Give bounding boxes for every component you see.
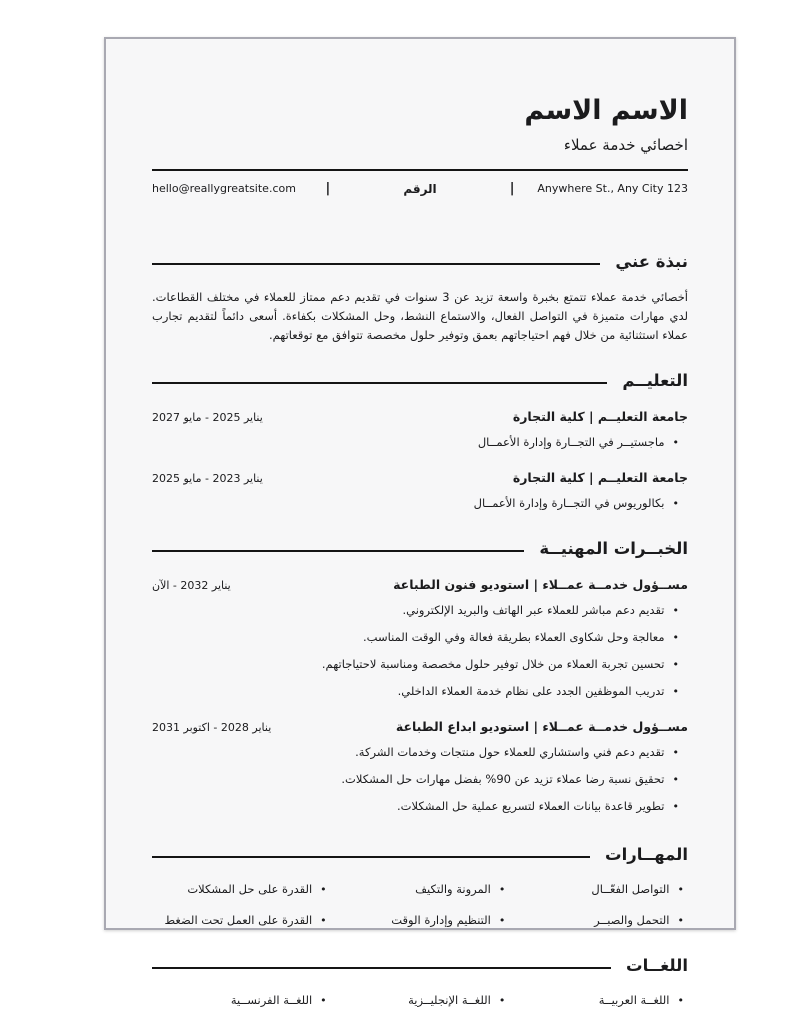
section-rule <box>152 550 524 552</box>
section-rule <box>152 856 590 858</box>
bullet-icon: • <box>498 993 506 1007</box>
bullet-icon: • <box>320 882 327 896</box>
section-languages-title: اللغــات <box>626 955 688 975</box>
name-title: الاسم الاسم <box>524 95 688 126</box>
experience-job-dates: يناير 2032 - الآن <box>152 579 231 593</box>
bullet-icon: • <box>672 604 679 618</box>
skill-item <box>152 912 331 929</box>
languages-grid <box>152 992 688 1009</box>
skill-label: التواصل الفعّــال <box>591 881 670 896</box>
skill-item <box>331 881 510 898</box>
section-languages-header <box>152 956 688 975</box>
bullet-icon: • <box>677 913 684 927</box>
bullet-icon: • <box>672 745 679 759</box>
education-entry-header <box>152 409 688 424</box>
experience-bullet-item <box>152 683 688 700</box>
education-entry <box>152 470 688 512</box>
job-role-subtitle: اخصائي خدمة عملاء <box>563 136 688 155</box>
language-label: اللغــة العربيــة <box>598 992 670 1007</box>
section-rule <box>152 263 600 265</box>
experience-job <box>152 577 688 700</box>
bullet-icon: • <box>677 993 684 1007</box>
bullet-icon: • <box>672 631 679 645</box>
education-degree: ماجستيــر في التجــارة وإدارة الأعمــال <box>477 435 665 450</box>
bullet-icon: • <box>677 882 684 896</box>
bullet-icon: • <box>672 799 679 813</box>
bullet-icon: • <box>672 684 679 698</box>
experience-bullet-text: تطوير قاعدة بيانات العملاء لتسريع عملية حل المشكلات. <box>397 798 665 813</box>
about-paragraph: أخصائي خدمة عملاء تتمتع بخبرة واسعة تزيد عن 3 سنوات في تقديم دعم ممتاز للعملاء في مختلف القطاعات. لدي مهارات متميزة في التواصل الفعال، والاستماع النشط، وحل المشكلات بكفاءة. أسعى دائماً لتقديم تجارب عملاء استثنائية من خلال فهم احتياجاتهم بعمق وتوفير حلول مخصصة تتوافق مع توقعاتهم. <box>152 290 688 342</box>
resume-page <box>104 37 736 1007</box>
bullet-icon: • <box>672 436 679 450</box>
bullet-icon: • <box>498 882 506 896</box>
section-education-title: التعليــم <box>622 371 688 391</box>
education-institution: جامعة التعليــم | كلية التجارة <box>512 470 688 486</box>
header-divider <box>152 169 688 171</box>
education-degree: بكالوريوس في التجــارة وإدارة الأعمــال <box>473 496 665 511</box>
education-entry-header <box>152 470 688 485</box>
section-rule <box>152 967 611 969</box>
bullet-icon: • <box>320 913 327 927</box>
experience-job-title: مســؤول خدمــة عمــلاء | استوديو فنون الطباعة <box>393 577 688 593</box>
section-rule <box>152 382 607 384</box>
skill-item <box>509 881 688 898</box>
contact-phone-label: الرقم <box>403 181 437 196</box>
section-education-header <box>152 371 688 390</box>
experience-bullet-item <box>152 744 688 761</box>
skill-label: التحمل والصبــر <box>594 912 670 927</box>
skill-item <box>509 912 688 929</box>
bullet-icon: • <box>672 772 679 786</box>
experience-job-header <box>152 719 688 734</box>
education-entry <box>152 409 688 451</box>
experience-bullet-text: تقديم دعم مباشر للعملاء عبر الهاتف والبريد الإلكتروني. <box>402 603 665 618</box>
resume-header <box>152 95 688 196</box>
skill-label: القدرة على حل المشكلات <box>187 881 313 896</box>
language-item <box>509 992 688 1009</box>
skill-label: القدرة على العمل تحت الضغط <box>164 912 313 927</box>
section-languages <box>152 956 688 1009</box>
language-item <box>152 992 331 1009</box>
experience-bullet-item <box>152 629 688 646</box>
contact-email: hello@reallygreatsite.com <box>152 182 296 196</box>
skills-grid <box>152 881 688 929</box>
experience-bullet-item <box>152 771 688 788</box>
experience-bullet-text: معالجة وحل شكاوى العملاء بطريقة فعالة وفي الوقت المناسب. <box>363 630 665 645</box>
experience-job-header <box>152 577 688 592</box>
section-experience <box>152 539 688 815</box>
education-dates: يناير 2025 - مايو 2027 <box>152 411 263 425</box>
contact-address: 123 Anywhere St., Any City <box>537 182 688 196</box>
bullet-icon: • <box>672 497 679 511</box>
experience-bullet-text: تحقيق نسبة رضا عملاء تزيد عن 90% بفضل مهارات حل المشكلات. <box>341 771 665 786</box>
experience-job-title: مســؤول خدمــة عمــلاء | استوديو ابداع الطباعة <box>395 718 688 734</box>
education-dates: يناير 2023 - مايو 2025 <box>152 472 263 486</box>
language-item <box>331 992 510 1009</box>
language-label: اللغــة الإنجليــزية <box>408 992 491 1007</box>
skill-label: المرونة والتكيف <box>415 881 491 896</box>
experience-bullet-item <box>152 602 688 619</box>
skill-item <box>331 912 510 929</box>
section-skills <box>152 845 688 929</box>
experience-bullet-text: تقديم دعم فني واستشاري للعملاء حول منتجات وخدمات الشركة. <box>355 744 665 759</box>
section-skills-header <box>152 845 688 864</box>
section-about <box>152 252 688 344</box>
education-degree-item <box>152 495 688 512</box>
section-experience-title: الخبــرات المهنيــة <box>539 539 688 559</box>
experience-bullet-text: تحسين تجربة العملاء من خلال توفير حلول مخصصة ومناسبة لاحتياجاتهم. <box>321 657 665 672</box>
education-institution: جامعة التعليــم | كلية التجارة <box>512 409 688 425</box>
experience-job <box>152 719 688 815</box>
skill-label: التنظيم وإدارة الوقت <box>391 912 491 927</box>
section-education <box>152 371 688 512</box>
section-skills-title: المهــارات <box>604 844 688 864</box>
experience-bullet-item <box>152 656 688 673</box>
experience-bullet-text: تدريب الموظفين الجدد على نظام خدمة العملاء الداخلي. <box>397 683 665 698</box>
bullet-icon: • <box>320 993 327 1007</box>
experience-bullet-item <box>152 798 688 815</box>
contact-separator: | <box>325 181 331 197</box>
bullet-icon: • <box>498 913 506 927</box>
contact-bar <box>152 181 688 196</box>
section-about-header <box>152 252 688 271</box>
contact-separator: | <box>509 181 515 197</box>
skill-item <box>152 881 331 898</box>
bullet-icon: • <box>672 658 679 672</box>
experience-job-dates: يناير 2028 - اكتوبر 2031 <box>152 720 272 734</box>
section-experience-header <box>152 539 688 558</box>
section-about-title: نبذة عني <box>615 252 688 272</box>
education-degree-item <box>152 434 688 451</box>
language-label: اللغــة الفرنســية <box>230 992 313 1007</box>
